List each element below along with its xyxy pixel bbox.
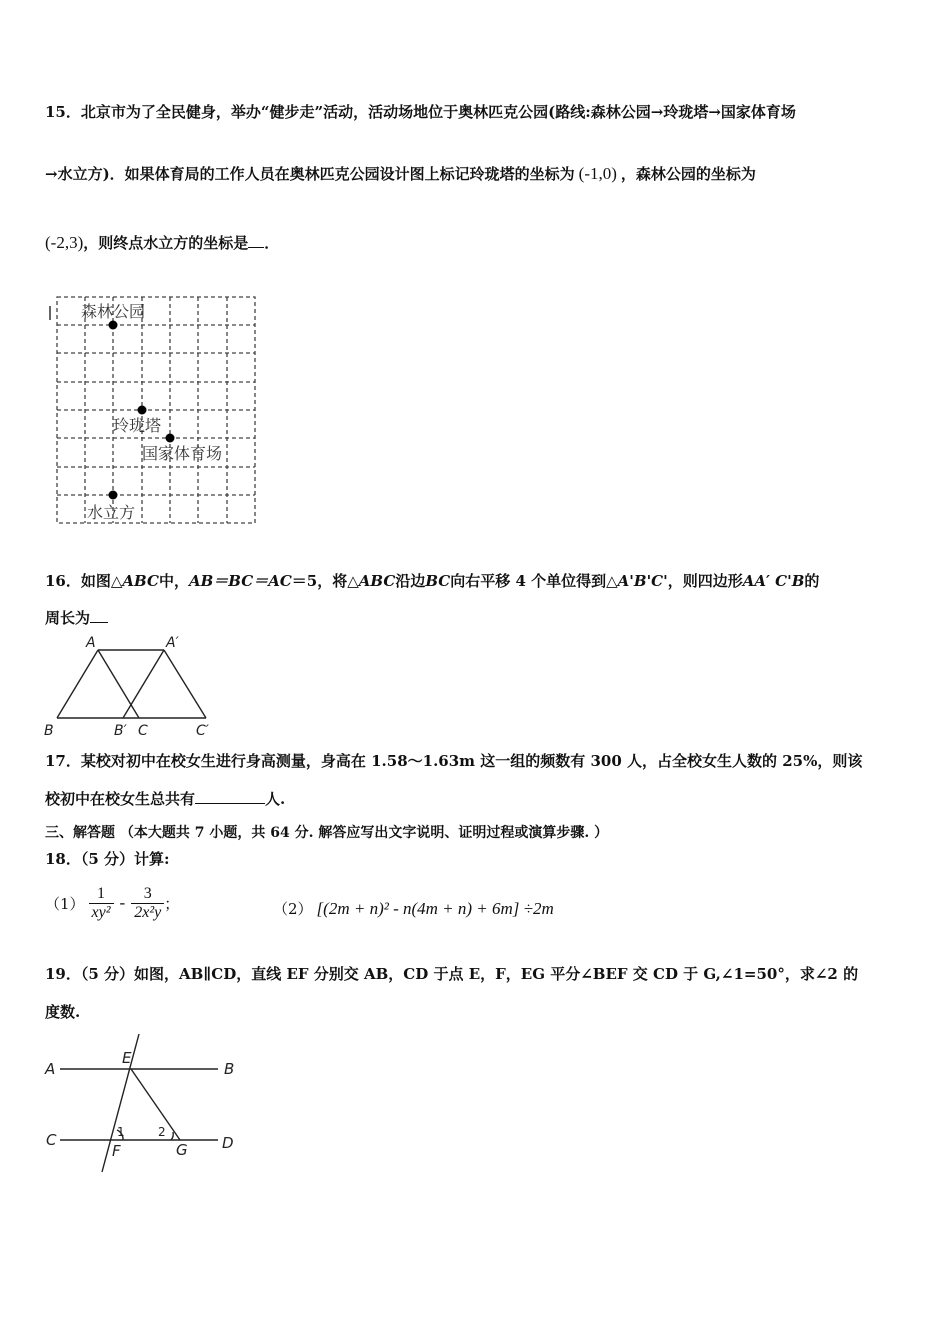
q16-text-7: 的	[804, 572, 820, 590]
segment-eg	[131, 1069, 180, 1140]
label-E: E	[122, 1049, 132, 1067]
fraction-2-numerator: 3	[131, 885, 164, 904]
q16-text-5: 向右平移 4 个单位得到△	[450, 572, 618, 590]
triangle-primed: A'B'C'	[617, 572, 668, 590]
label-D: D	[222, 1134, 234, 1152]
label-B: B	[224, 1060, 235, 1078]
q17-line2	[45, 788, 285, 809]
translated-triangles-figure	[42, 632, 222, 740]
q17-line2-text-b: 人.	[265, 790, 286, 808]
q17-line2-text-a: 校初中在校女生总共有	[45, 790, 196, 808]
answer-blank	[195, 803, 265, 804]
edge-b-prime-a-prime	[123, 650, 164, 718]
stadium-point	[166, 434, 175, 443]
q18-part1	[45, 878, 179, 928]
q15-line2	[45, 163, 756, 184]
water-cube-point	[109, 491, 118, 500]
triangle-abc-2: ABC	[358, 572, 396, 590]
angle-2-label: 2	[158, 1125, 166, 1139]
label-F: F	[112, 1142, 121, 1160]
forest-park-point	[109, 321, 118, 330]
q16-line2	[45, 607, 108, 628]
q16-line2-text: 周长为	[45, 609, 91, 627]
fraction-1	[89, 885, 114, 922]
q15-line1: 15．北京市为了全民健身，举办“健步走”活动，活动场地位于奥林匹克公园(路线:森林公园→玲珑塔→国家体育场	[45, 103, 796, 121]
tower-point	[138, 406, 147, 415]
q16-text-4: 沿边	[395, 572, 426, 590]
fraction-2	[131, 885, 164, 922]
part1-label: （1）	[45, 894, 85, 913]
q16-text-6: ，则四边形	[667, 572, 743, 590]
q18-title: 18．（5 分）计算:	[45, 850, 170, 868]
label-C-prime: C′	[196, 723, 209, 739]
triangle-abc: ABC	[122, 572, 159, 590]
part2-label: （2）	[273, 900, 313, 918]
label-G: G	[176, 1141, 188, 1159]
angle-2-arc	[171, 1132, 173, 1140]
fraction-1-numerator: 1	[89, 885, 114, 904]
q15-line2-text-b: ，森林公园的坐标为	[620, 165, 756, 183]
fraction-2-denominator: 2x²y	[134, 903, 162, 921]
label-C: C	[138, 723, 148, 739]
semicolon: ；	[164, 894, 180, 913]
fraction-1-denominator: xy²	[91, 903, 111, 921]
q16-line1	[45, 570, 819, 591]
q16-text-3: ＝5，将△	[291, 572, 359, 590]
edge-a-prime-c-prime	[164, 650, 206, 718]
q15-line3-text: ，则终点水立方的坐标是	[83, 234, 249, 252]
q15-line3	[45, 232, 279, 253]
label-A: A	[45, 1060, 56, 1078]
label-A-prime: A′	[166, 635, 179, 651]
water-cube-label: 水立方	[87, 503, 136, 522]
edge-ab	[57, 650, 98, 718]
q16-text-2: 中，	[158, 572, 189, 590]
q15-line2-text-a: →水立方)．如果体育局的工作人员在奥林匹克公园设计图上标记玲珑塔的坐标为	[45, 165, 575, 183]
tower-label: 玲珑塔	[113, 416, 162, 435]
q16-text-1: 16．如图△	[45, 572, 123, 590]
q19-line1: 19．（5 分）如图，AB∥CD，直线 EF 分别交 AB，CD 于点 E，F，EG 平分∠BEF 交 CD 于 G,∠1=50°，求∠2 的	[45, 965, 859, 983]
stadium-label: 国家体育场	[142, 444, 223, 463]
q17-line1: 17．某校对初中在校女生进行身高测量，身高在 1.58～1.63m 这一组的频数有 300 人，占全校女生人数的 25%，则该	[45, 752, 863, 770]
minus-sign: -	[119, 893, 126, 912]
q18-part2	[273, 898, 554, 919]
edge-ac	[98, 650, 139, 718]
label-B: B	[44, 723, 54, 739]
expression-2: [(2m + n)² - n(4m + n) + 6m] ÷2m	[316, 898, 554, 918]
forest-coordinate: (-2,3)	[45, 233, 84, 252]
forest-park-label: 森林公园	[81, 302, 146, 321]
answer-blank	[248, 247, 264, 248]
label-C: C	[46, 1131, 57, 1149]
answer-blank	[90, 622, 108, 623]
q15-line3-end: ．	[264, 234, 280, 252]
tower-coordinate: (-1,0)	[578, 164, 617, 183]
parallel-lines-figure	[40, 1032, 250, 1177]
label-B-prime: B′	[114, 723, 127, 739]
side-equation: AB＝BC＝AC	[188, 572, 292, 590]
label-A: A	[86, 635, 96, 651]
edge-bc: BC	[425, 572, 451, 590]
section-heading: 三、解答题 （本大题共 7 小题，共 64 分. 解答应写出文字说明、证明过程或演算步骤. ）	[45, 825, 609, 841]
angle-1-label: 1	[117, 1125, 125, 1139]
q19-line2: 度数.	[45, 1003, 81, 1021]
quadrilateral-name: AA′ C'B	[742, 572, 805, 590]
park-grid-map	[45, 292, 265, 532]
